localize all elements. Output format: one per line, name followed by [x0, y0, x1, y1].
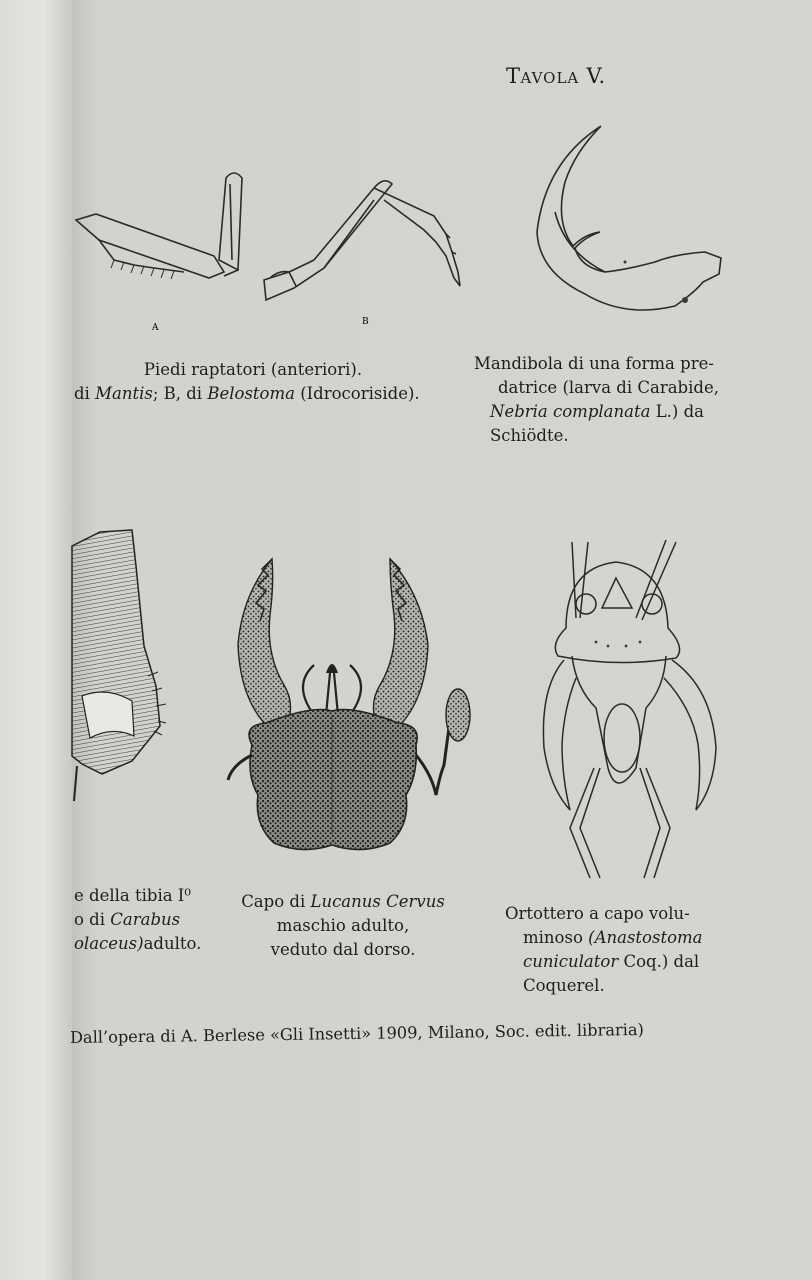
figure5-caption-line4: Coquerel.	[523, 976, 605, 995]
orthopteran-illustration	[536, 538, 726, 883]
figure1-caption	[74, 358, 432, 406]
figure5-caption-line1: Ortottero a capo volu-	[505, 904, 690, 923]
plate-title: TAVOLA V.	[506, 64, 606, 88]
figure2-caption	[474, 352, 719, 448]
figure2-caption-line2: datrice (larva di Carabide,	[498, 378, 719, 397]
figure4-caption-line3: veduto dal dorso.	[270, 940, 416, 959]
stag-beetle-head-illustration	[222, 555, 482, 865]
raptorial-legs-illustration	[74, 160, 474, 333]
figure4-caption-line2: maschio adulto,	[276, 916, 410, 935]
figure2-caption-line1: Mandibola di una forma pre-	[474, 354, 714, 373]
figure3-caption-line2: o di Carabus	[74, 910, 181, 929]
figure2-caption-line4: Schiödte.	[490, 426, 569, 445]
figure2-caption-line3: Nebria complanata L.) da	[490, 402, 704, 421]
figure5-caption	[505, 902, 703, 998]
figure3-caption	[74, 884, 201, 956]
tibia-illustration	[72, 526, 167, 806]
figure4-caption-line1: Capo di Lucanus Cervus	[241, 892, 445, 911]
figure1-caption-line1: Piedi raptatori (anteriori).	[143, 360, 363, 379]
figure3-caption-line3: olaceus)adulto.	[74, 934, 202, 953]
figure5-caption-line3: cuniculator Coq.) dal	[523, 952, 700, 971]
figure3-caption-line1: e della tibia I⁰	[74, 886, 191, 905]
mandible-illustration	[525, 122, 730, 322]
figure1-caption-line2: di Mantis; B, di Belostoma (Idrocoriside).	[74, 384, 420, 403]
figure-label-b: B	[362, 317, 369, 327]
figure-label-a: A	[152, 323, 159, 333]
figure5-caption-line2: minoso (Anastostoma	[523, 928, 703, 947]
figure4-caption	[222, 890, 464, 962]
left-page-edge	[0, 0, 72, 1280]
source-citation: Dall’opera di A. Berlese «Gli Insetti» 1909, Milano, Soc. edit. libraria)	[69, 1019, 644, 1047]
